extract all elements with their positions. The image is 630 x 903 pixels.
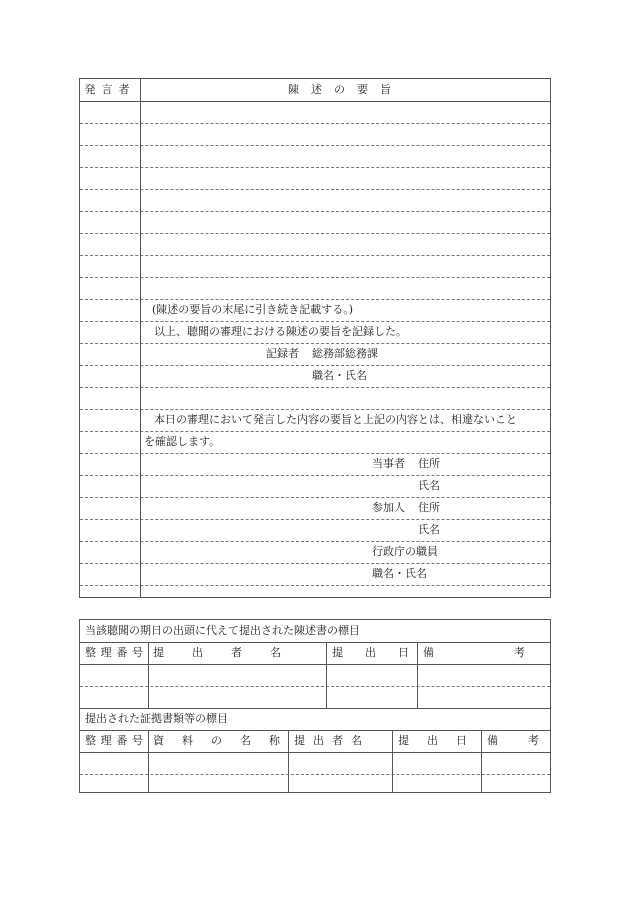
statement-row[interactable] [80,211,550,234]
recorder-name-label: 職名・氏名 [312,369,367,382]
official-label: 行政庁の職員 [372,545,438,558]
evidence-docs-row[interactable] [80,774,550,796]
recorded-text: 以上、聴聞の審理における陳述の要旨を記録した。 [154,325,407,338]
recorder-label: 記録者 [266,347,299,360]
col-remarks: 備考 [423,646,605,659]
statement-row [80,541,550,564]
statement-row[interactable] [80,123,550,146]
evidence-docs-row[interactable] [80,752,550,775]
submitted-docs-row[interactable] [80,686,550,709]
evidence-docs-title: 提出された証拠書類等の標目 [80,708,550,731]
statement-row[interactable] [80,189,550,212]
party-address-label: 住所 [418,457,440,470]
note-text: (陳述の要旨の末尾に引き続き記載する。) [152,303,354,316]
submitted-docs-title: 当該聴聞の期日の出頭に代えて提出された陳述書の標目 [80,620,550,643]
statement-row[interactable] [80,167,550,190]
confirm-text-2: を確認します。 [144,435,221,448]
statement-row [80,409,550,432]
col-submitter: 提出者名 [294,734,370,747]
statement-row[interactable] [80,101,550,124]
column-divider [481,730,482,792]
col-ref-no: 整 理 番 号 [85,734,143,747]
header-speaker: 発言者 [84,83,136,96]
statement-row [80,321,550,344]
statement-table [79,78,551,598]
statement-row[interactable] [80,387,550,410]
column-divider [148,730,149,792]
col-ref-no: 整 理 番 号 [85,646,143,659]
statement-row[interactable] [80,277,550,300]
statement-row [80,497,550,520]
statement-row [80,299,550,322]
column-divider [326,642,327,708]
submitted-docs-row[interactable] [80,664,550,687]
statement-row [80,475,550,498]
col-remarks: 備考 [487,734,569,747]
col-material-name: 資料の名称 [153,734,298,747]
recorder-dept: 総務部総務課 [312,347,378,360]
statement-row[interactable] [80,585,550,607]
documents-table [79,619,605,793]
statement-row [80,563,550,586]
party-name-label: 氏名 [418,479,440,492]
statement-table-header [80,79,550,102]
statement-row [80,343,550,366]
statement-row [80,453,550,476]
submitted-docs-header [80,642,605,665]
column-divider [392,730,393,792]
header-summary: 陳述の要旨 [288,83,403,96]
statement-row [80,431,550,454]
statement-row[interactable] [80,255,550,278]
participant-label: 参加人 [372,501,405,514]
confirm-text-1: 本日の審理において発言した内容の要旨と上記の内容とは、相違ないこと [154,413,517,426]
column-divider [288,730,289,792]
column-divider [148,642,149,708]
participant-name-label: 氏名 [418,523,440,536]
statement-row [80,519,550,542]
party-label: 当事者 [372,457,405,470]
statement-row[interactable] [80,233,550,256]
official-name-label: 職名・氏名 [372,567,427,580]
participant-address-label: 住所 [418,501,440,514]
statement-row [80,365,550,388]
col-date: 提出日 [398,734,485,747]
evidence-docs-header [80,730,569,753]
column-divider [417,642,418,708]
col-submitter: 提出者名 [153,646,309,659]
statement-row[interactable] [80,145,550,168]
col-date: 提出日 [332,646,431,659]
